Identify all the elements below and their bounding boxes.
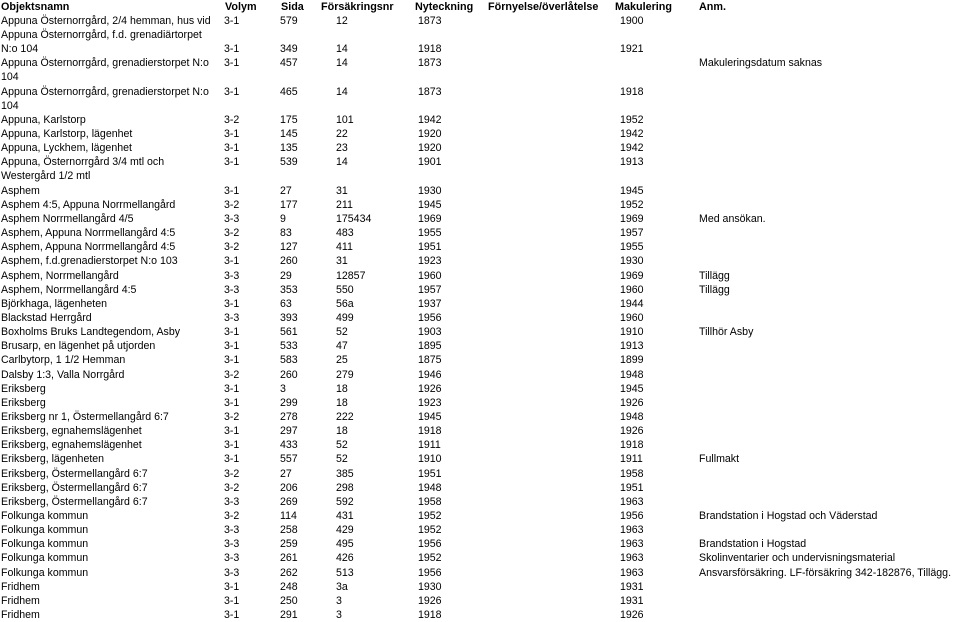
cell-makulering: 1963 [620, 538, 644, 551]
cell-nyteckning: 1952 [418, 552, 442, 565]
cell-objektsnamn: Appuna Östernorrgård, 2/4 hemman, hus vid [1, 15, 211, 27]
cell-makulering: 1926 [620, 396, 644, 409]
cell-sida: 250 [280, 594, 298, 607]
cell-makulering: 1963 [620, 566, 644, 579]
cell-objektsnamn: Dalsby 1:3, Valla Norrgård [1, 368, 125, 381]
cell-objektsnamn: Fridhem [1, 580, 40, 593]
cell-nyteckning: 1945 [418, 411, 442, 423]
cell-sida: 299 [280, 396, 298, 409]
cell-volym: 3-1 [224, 85, 240, 98]
cell-nyteckning: 1951 [418, 241, 442, 254]
cell-makulering: 1921 [620, 43, 644, 56]
cell-nyteckning: 1948 [418, 481, 442, 494]
cell-sida: 177 [280, 198, 298, 211]
cell-sida: 206 [280, 481, 298, 494]
cell-anm: Skolinventarier och undervisningsmaterial [699, 552, 896, 565]
cell-volym: 3-1 [224, 608, 240, 621]
cell-objektsnamn: Blackstad Herrgård [1, 312, 92, 325]
cell-makulering: 1960 [620, 283, 644, 296]
cell-forsakringsnr: 211 [336, 198, 353, 211]
cell-sida: 63 [280, 297, 292, 310]
cell-nyteckning: 1903 [418, 326, 442, 339]
cell-anm: Tillägg [699, 269, 730, 282]
cell-nyteckning: 1957 [418, 283, 442, 296]
cell-makulering: 1960 [620, 312, 644, 325]
table-row[interactable] [0, 127, 960, 141]
cell-volym: 3-3 [224, 524, 240, 537]
table-row[interactable] [0, 226, 960, 240]
table-row[interactable] [0, 410, 960, 424]
cell-makulering: 1952 [620, 198, 644, 211]
header-anm[interactable]: Anm. [699, 1, 726, 13]
cell-forsakringsnr: 101 [336, 114, 354, 127]
cell-sida: 262 [280, 566, 298, 579]
cell-volym: 3-3 [224, 495, 240, 508]
cell-makulering: 1930 [620, 255, 644, 268]
cell-volym: 3-1 [224, 128, 240, 141]
cell-volym: 3-1 [224, 156, 240, 169]
cell-objektsnamn-line2: 104 [1, 71, 19, 84]
cell-sida: 579 [280, 15, 298, 27]
cell-sida: 259 [280, 538, 298, 551]
cell-objektsnamn: Asphem, Norrmellangård [1, 269, 119, 282]
cell-sida: 127 [280, 241, 298, 254]
cell-sida: 349 [280, 43, 298, 56]
cell-nyteckning: 1952 [418, 524, 442, 537]
cell-forsakringsnr: 3a [336, 580, 348, 593]
cell-volym: 3-2 [224, 241, 240, 254]
cell-nyteckning: 1923 [418, 255, 442, 268]
table-row[interactable] [0, 551, 960, 565]
cell-makulering: 1911 [620, 453, 643, 466]
cell-sida: 175 [280, 114, 298, 127]
cell-forsakringsnr: 52 [336, 453, 348, 466]
cell-objektsnamn: Asphem Norrmellangård 4/5 [1, 213, 134, 226]
cell-volym: 3-3 [224, 566, 240, 579]
cell-objektsnamn: Appuna, Karlstorp [1, 114, 86, 127]
cell-objektsnamn: Carlbytorp, 1 1/2 Hemman [1, 354, 126, 367]
cell-volym: 3-2 [224, 227, 240, 240]
cell-makulering: 1969 [620, 269, 644, 282]
cell-forsakringsnr: 56a [336, 297, 354, 310]
cell-nyteckning: 1873 [418, 15, 442, 27]
table-row[interactable] [0, 297, 960, 311]
cell-makulering: 1963 [620, 524, 644, 537]
header-forsakringsnr[interactable]: Försäkringsnr [321, 1, 394, 13]
cell-objektsnamn: Asphem, Norrmellangård 4:5 [1, 283, 137, 296]
table-row[interactable] [0, 368, 960, 382]
cell-objektsnamn: Brusarp, en lägenhet på utjorden [1, 340, 156, 353]
cell-nyteckning: 1920 [418, 142, 442, 155]
cell-nyteckning: 1901 [418, 156, 442, 169]
cell-makulering: 1963 [620, 552, 644, 565]
cell-forsakringsnr: 18 [336, 425, 348, 438]
cell-forsakringsnr: 18 [336, 382, 348, 395]
cell-objektsnamn: Asphem, Appuna Norrmellangård 4:5 [1, 241, 176, 254]
cell-objektsnamn: Appuna, Östernorrgård 3/4 mtl och [1, 156, 165, 169]
table-row[interactable] [0, 396, 960, 410]
cell-forsakringsnr: 14 [336, 43, 348, 56]
cell-makulering: 1942 [620, 142, 644, 155]
cell-forsakringsnr: 3 [336, 608, 342, 621]
cell-volym: 3-2 [224, 198, 240, 211]
cell-forsakringsnr: 175434 [336, 213, 372, 226]
cell-makulering: 1944 [620, 297, 644, 310]
cell-makulering: 1958 [620, 467, 644, 480]
cell-sida: 583 [280, 354, 298, 367]
cell-makulering: 1963 [620, 495, 644, 508]
cell-sida: 248 [280, 580, 298, 593]
cell-objektsnamn: Asphem, f.d.grenadierstorpet N:o 103 [1, 255, 178, 268]
cell-objektsnamn: Appuna, Lyckhem, lägenhet [1, 142, 132, 155]
cell-sida: 269 [280, 495, 298, 508]
table-row[interactable] [0, 56, 960, 84]
cell-objektsnamn: Eriksberg, Östermellangård 6:7 [1, 467, 148, 480]
cell-sida: 278 [280, 411, 298, 423]
table-row[interactable] [0, 438, 960, 452]
cell-nyteckning: 1873 [418, 85, 442, 98]
cell-anm: Tillägg [699, 283, 730, 296]
cell-volym: 3-1 [224, 297, 240, 310]
table-row[interactable] [0, 481, 960, 495]
cell-objektsnamn: N:o 104 [1, 43, 39, 56]
cell-sida: 533 [280, 340, 298, 353]
cell-anm: Med ansökan. [699, 213, 766, 226]
cell-makulering: 1957 [620, 227, 644, 240]
cell-nyteckning: 1910 [418, 453, 442, 466]
cell-makulering: 1942 [620, 128, 644, 141]
cell-forsakringsnr: 3 [336, 594, 342, 607]
table-row[interactable] [0, 14, 960, 42]
cell-sida: 561 [280, 326, 298, 339]
cell-forsakringsnr: 592 [336, 495, 354, 508]
cell-nyteckning: 1951 [418, 467, 442, 480]
table-row[interactable] [0, 85, 960, 113]
cell-objektsnamn: Fridhem [1, 608, 40, 621]
cell-volym: 3-1 [224, 439, 240, 452]
cell-sida: 260 [280, 255, 298, 268]
table-row[interactable] [0, 198, 960, 212]
cell-objektsnamn: Folkunga kommun [1, 552, 89, 565]
cell-forsakringsnr: 47 [336, 340, 348, 353]
cell-makulering: 1926 [620, 608, 644, 621]
cell-nyteckning: 1952 [418, 509, 442, 522]
cell-forsakringsnr: 499 [336, 312, 354, 325]
table-row[interactable] [0, 353, 960, 367]
cell-objektsnamn: Folkunga kommun [1, 538, 89, 551]
cell-sida: 258 [280, 524, 298, 537]
cell-nyteckning: 1955 [418, 227, 442, 240]
cell-objektsnamn: Eriksberg, Östermellangård 6:7 [1, 481, 148, 494]
cell-forsakringsnr: 429 [336, 524, 354, 537]
cell-forsakringsnr: 483 [336, 227, 354, 240]
table-row[interactable] [0, 594, 960, 608]
cell-forsakringsnr: 12857 [336, 269, 366, 282]
cell-objektsnamn: Eriksberg, Östermellangård 6:7 [1, 495, 148, 508]
table-row[interactable] [0, 608, 960, 622]
cell-makulering: 1948 [620, 368, 644, 381]
cell-nyteckning: 1956 [418, 312, 442, 325]
cell-volym: 3-1 [224, 580, 240, 593]
cell-forsakringsnr: 25 [336, 354, 348, 367]
cell-forsakringsnr: 23 [336, 142, 348, 155]
cell-makulering: 1931 [620, 580, 644, 593]
cell-objektsnamn: Appuna, Karlstorp, lägenhet [1, 128, 133, 141]
cell-volym: 3-3 [224, 552, 240, 565]
table-row[interactable] [0, 382, 960, 396]
cell-nyteckning: 1926 [418, 594, 442, 607]
cell-volym: 3-1 [224, 326, 240, 339]
table-row[interactable] [0, 509, 960, 523]
cell-sida: 9 [280, 213, 286, 226]
cell-nyteckning: 1958 [418, 495, 442, 508]
cell-nyteckning: 1918 [418, 608, 442, 621]
cell-objektsnamn: Eriksberg, lägenheten [1, 453, 105, 466]
cell-forsakringsnr: 31 [336, 255, 348, 268]
cell-makulering: 1952 [620, 114, 644, 127]
cell-volym: 3-2 [224, 368, 240, 381]
cell-objektsnamn-line2: 104 [1, 99, 19, 112]
cell-nyteckning: 1956 [418, 566, 442, 579]
cell-nyteckning: 1942 [418, 114, 442, 127]
cell-nyteckning: 1930 [418, 580, 442, 593]
cell-forsakringsnr: 52 [336, 326, 348, 339]
cell-volym: 3-3 [224, 538, 240, 551]
cell-anm: Ansvarsförsäkring. LF-försäkring 342-182876, Tillägg. [699, 566, 952, 579]
cell-forsakringsnr: 52 [336, 439, 348, 452]
cell-anm: Brandstation i Hogstad och Väderstad [699, 509, 878, 522]
cell-anm: Fullmakt [699, 453, 740, 466]
cell-objektsnamn: Eriksberg, egnahemslägenhet [1, 425, 142, 438]
cell-nyteckning: 1945 [418, 198, 442, 211]
table-row[interactable] [0, 339, 960, 353]
cell-forsakringsnr: 22 [336, 128, 348, 141]
cell-sida: 135 [280, 142, 298, 155]
table-row[interactable] [0, 283, 960, 297]
cell-forsakringsnr: 12 [336, 15, 348, 27]
cell-makulering: 1956 [620, 509, 644, 522]
cell-objektsnamn: Appuna Östernorrgård, grenadierstorpet N:o [1, 57, 209, 70]
cell-sida: 433 [280, 439, 298, 452]
table-row[interactable] [0, 523, 960, 537]
cell-objektsnamn: Fridhem [1, 594, 40, 607]
table-row[interactable] [0, 240, 960, 254]
cell-sida: 291 [280, 608, 298, 621]
cell-forsakringsnr: 550 [336, 283, 354, 296]
cell-makulering: 1910 [620, 326, 644, 339]
cell-anm: Tillhör Asby [699, 326, 754, 339]
cell-objektsnamn: Folkunga kommun [1, 566, 89, 579]
cell-makulering: 1945 [620, 382, 644, 395]
cell-forsakringsnr: 426 [336, 552, 354, 565]
cell-volym: 3-3 [224, 283, 240, 296]
cell-anm: Brandstation i Hogstad [699, 538, 807, 551]
cell-forsakringsnr: 411 [336, 241, 353, 254]
cell-makulering: 1969 [620, 213, 644, 226]
cell-volym: 3-2 [224, 411, 240, 423]
cell-nyteckning: 1923 [418, 396, 442, 409]
cell-makulering: 1900 [620, 15, 644, 27]
cell-nyteckning: 1960 [418, 269, 442, 282]
table-row[interactable] [0, 452, 960, 466]
cell-makulering: 1945 [620, 184, 644, 197]
cell-volym: 3-3 [224, 269, 240, 282]
table-row[interactable] [0, 113, 960, 127]
cell-forsakringsnr: 14 [336, 156, 348, 169]
cell-volym: 3-1 [224, 184, 240, 197]
header-objektsnamn[interactable]: Objektsnamn [1, 1, 70, 13]
cell-sida: 465 [280, 85, 298, 98]
cell-objektsnamn: Eriksberg [1, 396, 46, 409]
cell-volym: 3-1 [224, 57, 240, 70]
cell-objektsnamn: Eriksberg nr 1, Östermellangård 6:7 [1, 411, 169, 423]
cell-sida: 29 [280, 269, 292, 282]
cell-forsakringsnr: 31 [336, 184, 348, 197]
table-header-row [0, 0, 960, 14]
cell-forsakringsnr: 385 [336, 467, 354, 480]
cell-forsakringsnr: 222 [336, 411, 354, 423]
cell-sida: 539 [280, 156, 298, 169]
cell-sida: 297 [280, 425, 298, 438]
cell-objektsnamn: Eriksberg [1, 382, 46, 395]
table-row[interactable] [0, 269, 960, 283]
table-row[interactable] [0, 212, 960, 226]
cell-volym: 3-3 [224, 213, 240, 226]
header-nyteckning[interactable]: Nyteckning [415, 1, 474, 13]
cell-makulering: 1918 [620, 85, 644, 98]
cell-volym: 3-2 [224, 467, 240, 480]
cell-objektsnamn-line2: Westergård 1/2 mtl [1, 170, 91, 183]
cell-sida: 145 [280, 128, 298, 141]
cell-volym: 3-1 [224, 340, 240, 353]
cell-nyteckning: 1946 [418, 368, 442, 381]
cell-makulering: 1913 [620, 340, 644, 353]
cell-makulering: 1948 [620, 411, 644, 423]
cell-sida: 260 [280, 368, 298, 381]
cell-forsakringsnr: 298 [336, 481, 354, 494]
table-row[interactable] [0, 141, 960, 155]
cell-forsakringsnr: 431 [336, 509, 354, 522]
table-body [0, 14, 960, 622]
cell-nyteckning: 1875 [418, 354, 442, 367]
cell-objektsnamn: Boxholms Bruks Landtegendom, Asby [1, 326, 181, 339]
cell-makulering: 1913 [620, 156, 644, 169]
cell-volym: 3-2 [224, 481, 240, 494]
cell-makulering: 1955 [620, 241, 644, 254]
cell-nyteckning: 1895 [418, 340, 442, 353]
cell-volym: 3-1 [224, 396, 240, 409]
cell-volym: 3-1 [224, 354, 240, 367]
cell-sida: 3 [280, 382, 286, 395]
cell-volym: 3-1 [224, 255, 240, 268]
cell-nyteckning: 1930 [418, 184, 442, 197]
cell-objektsnamn: Folkunga kommun [1, 524, 89, 537]
cell-objektsnamn: Asphem [1, 184, 40, 197]
cell-nyteckning: 1911 [418, 439, 441, 452]
cell-objektsnamn-line2: Appuna Östernorrgård, f.d. grenadiärtorpet [1, 29, 202, 41]
table-row[interactable] [0, 537, 960, 551]
cell-objektsnamn: Björkhaga, lägenheten [1, 297, 108, 310]
table-row[interactable] [0, 495, 960, 509]
cell-sida: 83 [280, 227, 292, 240]
cell-forsakringsnr: 18 [336, 396, 348, 409]
cell-volym: 3-1 [224, 453, 240, 466]
cell-nyteckning: 1956 [418, 538, 442, 551]
cell-objektsnamn: Asphem 4:5, Appuna Norrmellangård [1, 198, 176, 211]
cell-nyteckning: 1969 [418, 213, 442, 226]
table-row[interactable] [0, 566, 960, 580]
cell-nyteckning: 1937 [418, 297, 442, 310]
cell-sida: 457 [280, 57, 298, 70]
cell-sida: 261 [280, 552, 298, 565]
cell-forsakringsnr: 14 [336, 85, 348, 98]
table-row[interactable] [0, 42, 960, 56]
table-row[interactable] [0, 467, 960, 481]
header-makulering[interactable]: Makulering [615, 1, 672, 13]
cell-sida: 353 [280, 283, 298, 296]
table-row[interactable] [0, 254, 960, 268]
header-volym[interactable]: Volym [225, 1, 257, 13]
cell-nyteckning: 1873 [418, 57, 442, 70]
cell-volym: 3-1 [224, 43, 240, 56]
cell-nyteckning: 1918 [418, 425, 442, 438]
cell-volym: 3-1 [224, 15, 240, 27]
cell-makulering: 1926 [620, 425, 644, 438]
cell-volym: 3-2 [224, 509, 240, 522]
table-row[interactable] [0, 580, 960, 594]
cell-forsakringsnr: 279 [336, 368, 354, 381]
cell-volym: 3-1 [224, 142, 240, 155]
cell-volym: 3-1 [224, 425, 240, 438]
cell-nyteckning: 1918 [418, 43, 442, 56]
cell-nyteckning: 1920 [418, 128, 442, 141]
cell-forsakringsnr: 14 [336, 57, 348, 70]
header-sida[interactable]: Sida [281, 1, 304, 13]
cell-volym: 3-1 [224, 594, 240, 607]
cell-objektsnamn: Eriksberg, egnahemslägenhet [1, 439, 142, 452]
cell-forsakringsnr: 513 [336, 566, 354, 579]
cell-sida: 27 [280, 184, 292, 197]
cell-makulering: 1951 [620, 481, 644, 494]
table-row[interactable] [0, 184, 960, 198]
cell-objektsnamn: Appuna Östernorrgård, grenadierstorpet N:o [1, 85, 209, 98]
cell-forsakringsnr: 495 [336, 538, 354, 551]
table-row[interactable] [0, 325, 960, 339]
table-row[interactable] [0, 424, 960, 438]
cell-sida: 557 [280, 453, 298, 466]
cell-sida: 114 [280, 509, 297, 522]
header-fornyelse[interactable]: Förnyelse/överlåtelse [488, 1, 599, 13]
cell-volym: 3-1 [224, 382, 240, 395]
cell-volym: 3-2 [224, 114, 240, 127]
cell-makulering: 1918 [620, 439, 644, 452]
table-row[interactable] [0, 311, 960, 325]
table-row[interactable] [0, 155, 960, 183]
cell-makulering: 1931 [620, 594, 644, 607]
cell-nyteckning: 1926 [418, 382, 442, 395]
cell-objektsnamn: Asphem, Appuna Norrmellangård 4:5 [1, 227, 176, 240]
cell-objektsnamn: Folkunga kommun [1, 509, 89, 522]
cell-makulering: 1899 [620, 354, 644, 367]
cell-anm: Makuleringsdatum saknas [699, 57, 823, 70]
cell-sida: 27 [280, 467, 292, 480]
cell-volym: 3-3 [224, 312, 240, 325]
cell-sida: 393 [280, 312, 298, 325]
